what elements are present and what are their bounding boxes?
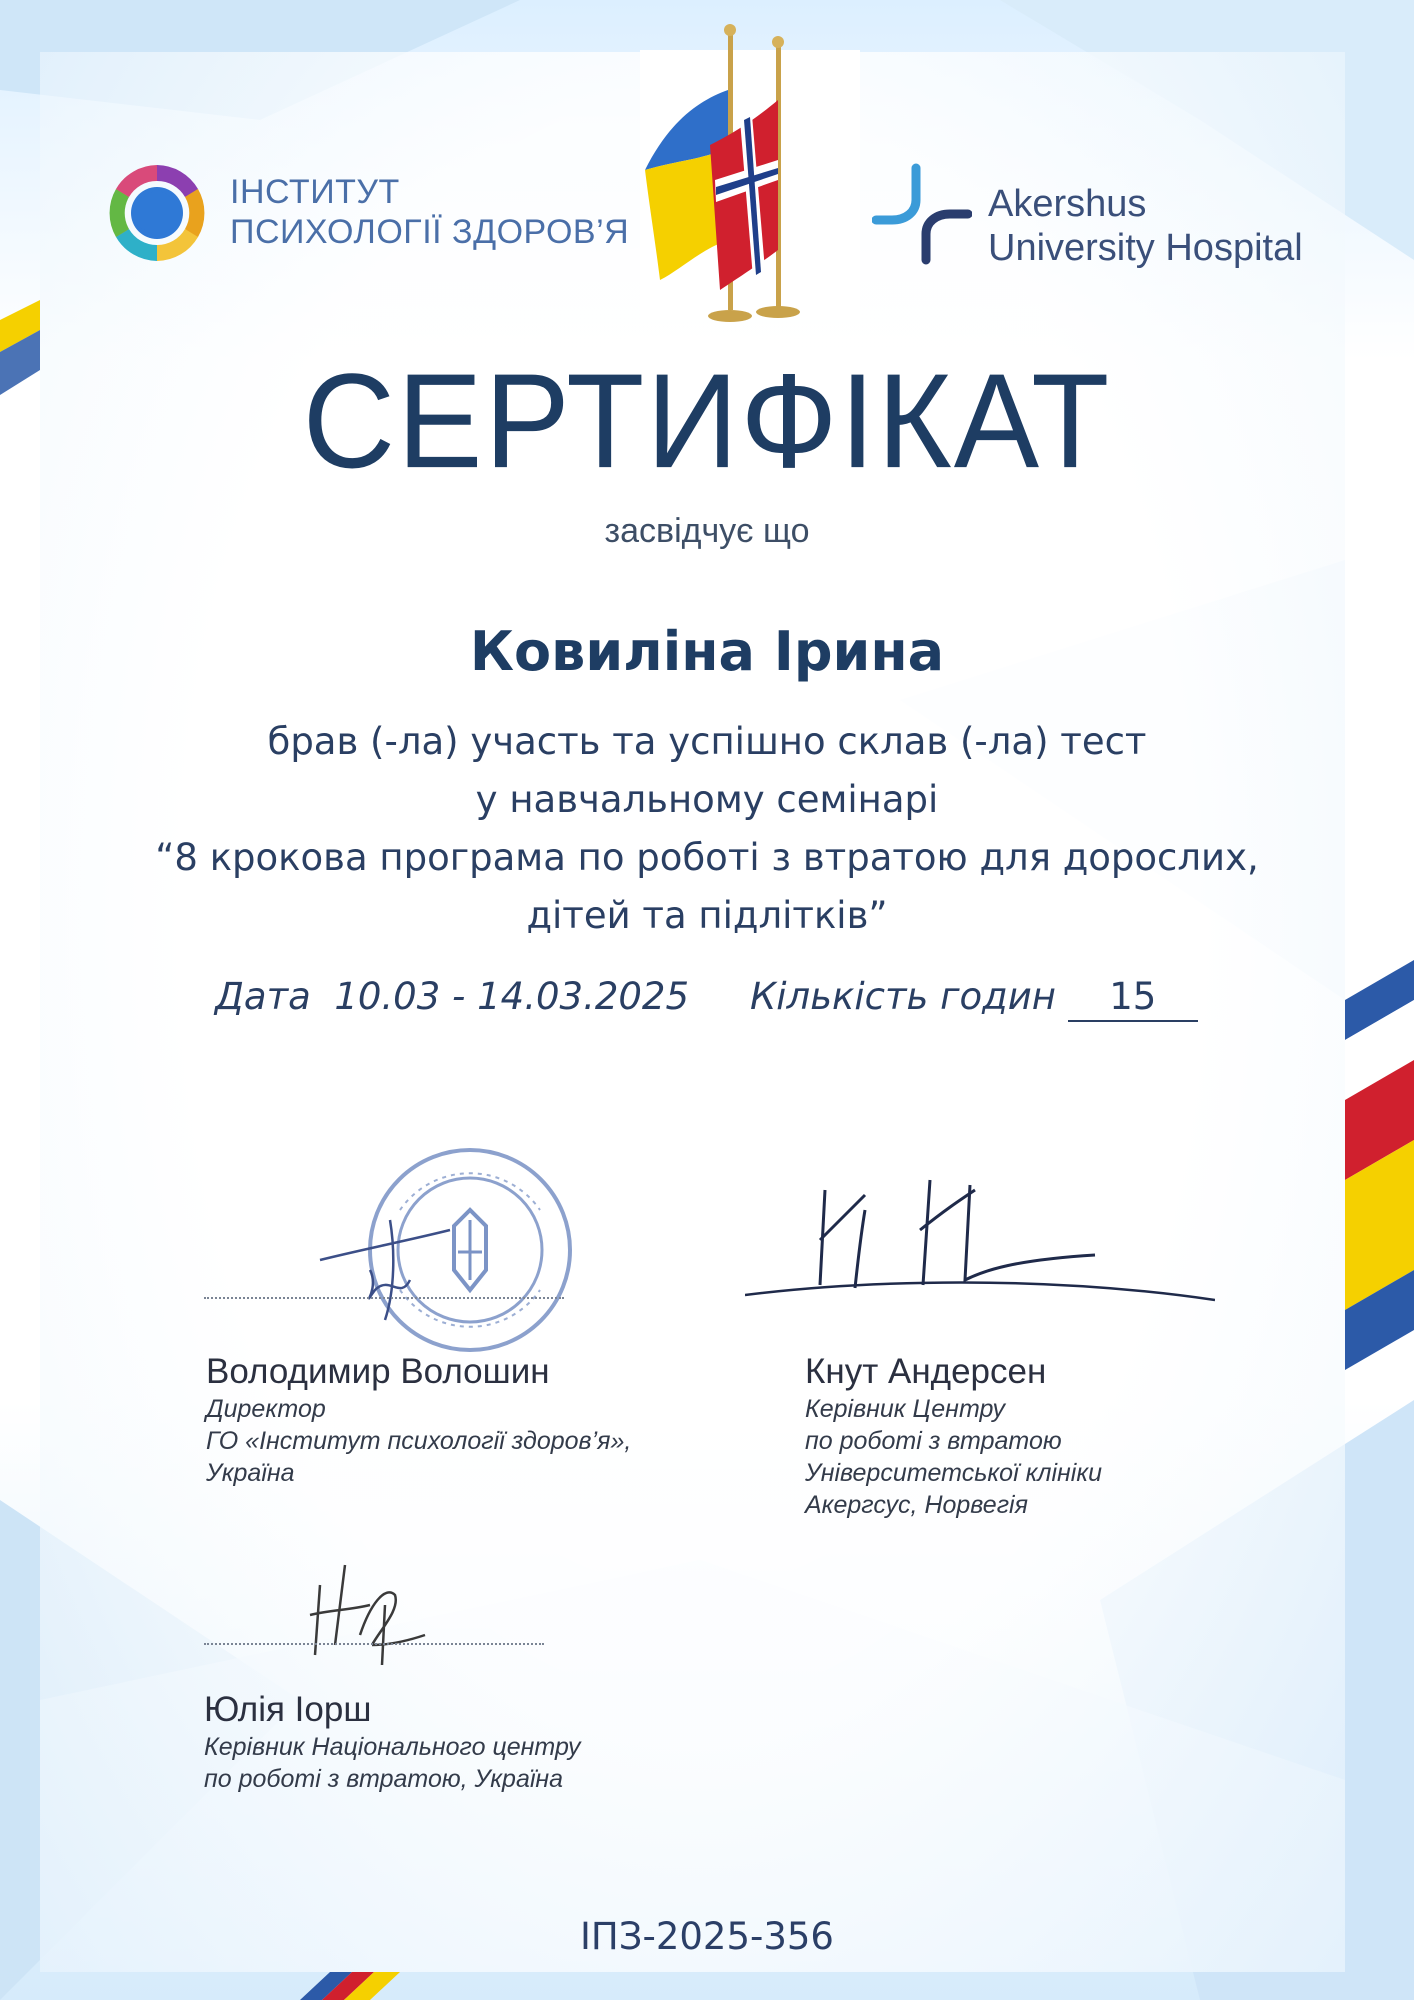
signatory-2-role-line: Університетської клініки (805, 1459, 1103, 1487)
body-line-2: у навчальному семінарі (475, 778, 939, 821)
institute-name-line1: ІНСТИТУТ (230, 173, 400, 211)
signatory-3-role (204, 1731, 581, 1795)
hours-label: Кількість годин (750, 975, 1056, 1018)
signatory-3-role-line: Керівник Національного центру (204, 1733, 581, 1761)
hospital-logo (872, 160, 1342, 280)
signatory-1-role (206, 1393, 631, 1489)
certificate-title: СЕРТИФІКАТ (302, 346, 1112, 497)
body-line-1: брав (-ла) участь та успішно склав (-ла) тест (267, 720, 1147, 763)
signatory-1-role-line: Україна (206, 1459, 295, 1487)
certifies-text: засвідчує що (604, 512, 810, 550)
body-line-4: дітей та підлітків” (526, 894, 888, 937)
flags-image (640, 20, 860, 330)
hours-row (750, 975, 1198, 1022)
signatory-1-role-line: Директор (206, 1395, 326, 1423)
signature-line-1 (204, 1297, 564, 1299)
signatory-2-role-line: Акергсус, Норвегія (805, 1491, 1028, 1519)
signature-voloshyn (300, 1180, 480, 1330)
body-line-3: “8 крокова програма по роботі з втратою для дорослих, (155, 836, 1259, 879)
signatory-2-role-line: Керівник Центру (805, 1395, 1006, 1423)
institute-gear-icon (102, 158, 212, 268)
hospital-cross-icon (872, 160, 972, 270)
signatory-3-name: Юлія Іорш (204, 1690, 372, 1729)
date-row (215, 975, 689, 1018)
signatory-1-role-line: ГО «Інститут психології здоров’я», (206, 1427, 632, 1455)
signatory-2-role (805, 1393, 1102, 1521)
hospital-name-line2: University Hospital (988, 227, 1303, 269)
date-label: Дата (215, 975, 311, 1018)
signatory-2-role-line: по роботі з втратою (805, 1427, 1062, 1455)
signature-line-3 (204, 1643, 544, 1645)
signatory-1-name: Володимир Волошин (206, 1352, 550, 1391)
signature-andersen (745, 1170, 1215, 1310)
hours-value: 15 (1068, 975, 1198, 1022)
institute-logo (102, 158, 642, 268)
signature-iorsh (300, 1555, 440, 1675)
signatory-2-name: Кнут Андерсен (805, 1352, 1047, 1391)
signatory-3-role-line: по роботі з втратою, Україна (204, 1765, 564, 1793)
recipient-name: Ковиліна Ірина (469, 620, 945, 683)
institute-name-line2: ПСИХОЛОГІЇ ЗДОРОВ’Я (230, 213, 630, 251)
certificate-number: ІПЗ-2025-356 (580, 1915, 834, 1958)
hospital-name-line1: Akershus (988, 183, 1147, 225)
date-value: 10.03 - 14.03.2025 (334, 975, 689, 1018)
